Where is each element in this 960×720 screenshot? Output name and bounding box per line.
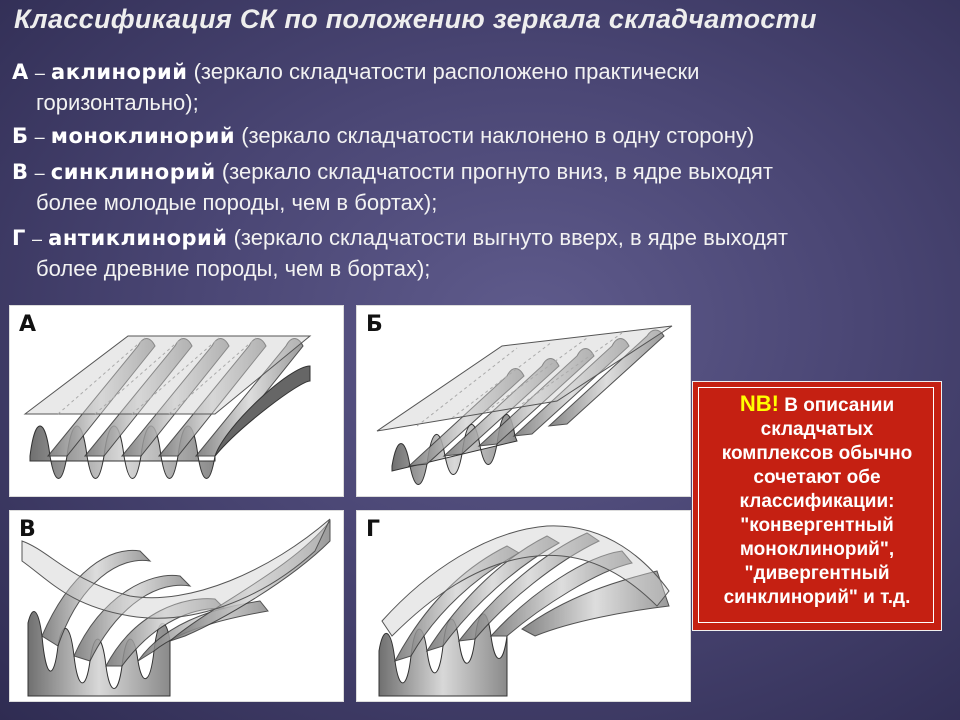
fold-diagram-convex [357, 511, 690, 701]
nb-note-line: комплексов обычно [721, 443, 913, 464]
panel-label: Г [366, 517, 381, 542]
item-antiklinoriy [12, 223, 912, 283]
diagram-monoklinoriy [356, 305, 691, 497]
diagram-sinklinoriy [9, 510, 344, 702]
item-desc-line1: (зеркало складчатости прогнуто вниз, в ядре выходят [221, 159, 773, 184]
item-aklinoriy [12, 57, 912, 117]
item-letter: В [12, 160, 29, 184]
diagram-antiklinoriy [356, 510, 691, 702]
item-monoklinoriy [12, 121, 912, 152]
item-dash: – [34, 63, 45, 83]
nb-note-line: классификации: [739, 491, 895, 512]
item-dash: – [34, 163, 45, 183]
panel-label: Б [366, 312, 383, 337]
panel-label: В [19, 517, 36, 542]
item-desc-line2: более молодые породы, чем в бортах); [36, 190, 438, 215]
item-desc-line1: (зеркало складчатости расположено практически [193, 59, 700, 84]
item-term: синклинорий [50, 160, 216, 184]
item-letter: Г [12, 226, 26, 250]
nb-note-line: сочетают обе [753, 467, 881, 488]
nb-note-frame [698, 387, 934, 623]
diagram-aklinoriy [9, 305, 344, 497]
nb-note-line: синклинорий" и т.д. [723, 587, 911, 608]
fold-diagram-horizontal [10, 306, 343, 496]
item-desc-line2: более древние породы, чем в бортах); [36, 256, 431, 281]
panel-label: А [19, 312, 37, 337]
item-letter: Б [12, 124, 29, 148]
item-dash: – [32, 229, 43, 249]
item-letter: А [12, 60, 29, 84]
item-desc-line1: (зеркало складчатости выгнуто вверх, в ядре выходят [233, 225, 788, 250]
item-sinklinoriy [12, 157, 912, 217]
nb-note-line: складчатых [760, 419, 874, 440]
fold-diagram-concave [10, 511, 343, 701]
slide-title: Классификация СК по положению зеркала складчатости [14, 4, 817, 34]
item-term: аклинорий [51, 60, 188, 84]
nb-note-line: моноклинорий", [739, 539, 895, 560]
item-desc-line2: горизонтально); [36, 90, 199, 115]
nb-note-text [699, 392, 935, 610]
nb-note-box [692, 381, 942, 631]
item-desc-line1: (зеркало складчатости наклонено в одну сторону) [241, 123, 755, 148]
fold-diagram-inclined [357, 306, 690, 496]
nb-note-line: В описании [784, 395, 895, 416]
item-dash: – [34, 127, 45, 147]
nb-note-line: "конвергентный [740, 515, 894, 536]
nb-note-head: NB! [739, 391, 779, 416]
nb-note-line: "дивергентный [744, 563, 890, 584]
item-term: антиклинорий [48, 226, 228, 250]
item-term: моноклинорий [50, 124, 236, 148]
